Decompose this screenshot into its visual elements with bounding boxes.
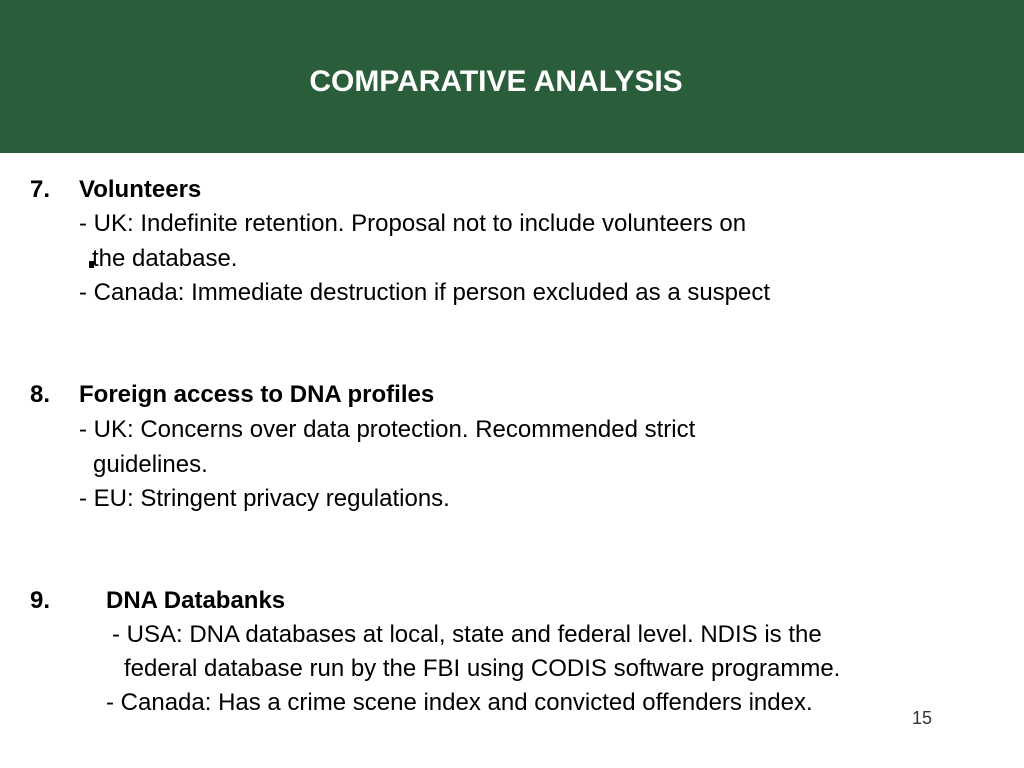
section-7-line-1: - UK: Indefinite retention. Proposal not to include volunteers on xyxy=(79,210,747,237)
section-9-number: 9. xyxy=(30,587,51,614)
section-7-number: 7. xyxy=(30,176,51,203)
slide-title: COMPARATIVE ANALYSIS xyxy=(309,65,683,98)
section-9-line-2: federal database run by the FBI using CODIS software programme. xyxy=(124,655,841,682)
section-7-heading: Volunteers xyxy=(79,176,202,203)
section-8-line-2: guidelines. xyxy=(93,451,208,478)
section-9-line-1: - USA: DNA databases at local, state and federal level. NDIS is the xyxy=(112,621,822,648)
section-7-line-2: the database. xyxy=(92,245,238,272)
section-8-number: 8. xyxy=(30,381,51,408)
section-8-line-3: - EU: Stringent privacy regulations. xyxy=(79,485,450,512)
page-number: 15 xyxy=(912,708,933,728)
section-9-line-3: - Canada: Has a crime scene index and convicted offenders index. xyxy=(106,689,813,716)
section-8-line-1: - UK: Concerns over data protection. Recommended strict xyxy=(79,416,696,443)
section-7-line-3: - Canada: Immediate destruction if person excluded as a suspect xyxy=(79,279,771,306)
slide-header xyxy=(0,0,1024,153)
section-8-heading: Foreign access to DNA profiles xyxy=(79,381,435,408)
section-9-heading: DNA Databanks xyxy=(106,587,286,614)
